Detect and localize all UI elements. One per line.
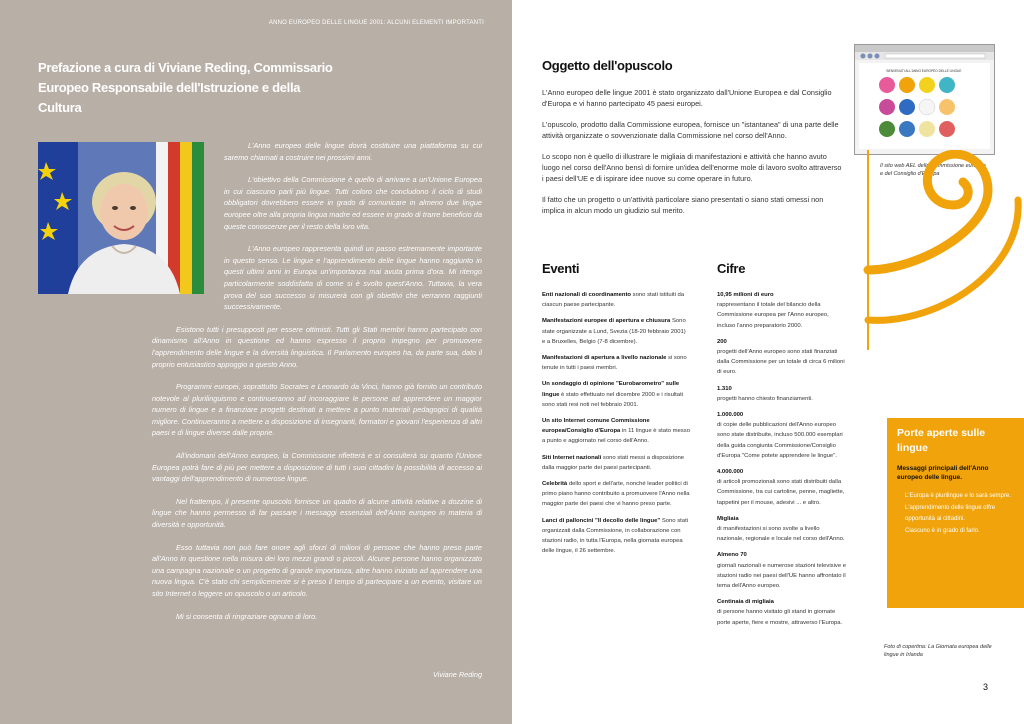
preface-paragraph: L'Anno europeo delle lingue dovrà costituire una piattaforma su cui saremo chiamati a costruire nei prossimi anni. (224, 141, 482, 162)
preface-paragraph: Nel frattempo, il presente opuscolo fornisce un quadro di alcune attività relative a dozzine di lingue che hanno permesso di far passare i messaggi essenziali dell'Anno europeo in materia di diversità e opportunità. (152, 496, 482, 530)
figures-list (717, 290, 847, 634)
key-message-item: L'apprendimento delle lingue offre opportunità ai cittadini. (905, 504, 996, 522)
preface-paragraph: Esso tuttavia non può fare onore agli sforzi di milioni di persone che hanno preso parte all'Anno in questione nella misura dei loro mezzi grandi o piccoli. Alcune persone hanno organizzato una campagna nazionale o un progetto di grande importanza, altre hanno iniziato ad apprendere una nuova lingua. C'è stato chi semplicemente si è preso il tempo di partecipare a un evento, visitare un sito Internet o leggere un opuscolo o un articolo. (152, 542, 482, 598)
page-number: 3 (982, 682, 988, 692)
figure-entry (717, 514, 847, 545)
key-message-item: Ciascuno è in grado di farlo. (905, 527, 980, 534)
event-head: Manifestazioni di apertura a livello nazionale (542, 355, 667, 362)
figure-text: progetti dell'Anno europeo sono stati finanziati dalla Commissione per un totale di circa 6 milioni di euro. (717, 349, 845, 376)
website-screenshot (854, 44, 995, 155)
signature: Viviane Reding (433, 670, 482, 679)
event-head: Manifestazioni europee di apertura e chiusura (542, 318, 671, 325)
preface-title: Prefazione a cura di Viviane Reding, Commissario Europeo Responsabile dell'Istruzione e della Cultura (38, 60, 333, 115)
event-text: si sono tenute in tutti i paesi membri. (542, 355, 687, 372)
figure-head: 10,95 milioni di euro (717, 292, 774, 298)
preface-paragraph: Programmi europei, soprattutto Socrates e Leonardo da Vinci, hanno già fornito un contributo notevole al plurilinguismo e continueranno ad incoraggiare le persone ad apprendere un maggior numero di lingue e a finanziare progetti destinati a mettere a punto materiali pedagogici di qualità migliore. Continueranno a mettere a disposizione di insegnanti, formatori e giovani l'esperienza di altri paesi e di lingue diverse dalle proprie. (152, 382, 482, 438)
figure-head: Almeno 70 (717, 552, 747, 559)
figure-entry (717, 410, 847, 461)
event-text: Sono stati organizzati dalla Commissione, in collaborazione con stazioni radio, in tutta l'Europa, nella giornata europea delle lingue, il 26 settembre. (542, 517, 689, 555)
cover-photo-caption: Foto di copertina: La Giornata europea delle lingue in Irlanda (884, 644, 992, 658)
spiral-decoration (838, 150, 1024, 350)
event-entry (542, 453, 690, 473)
object-title: Oggetto dell'opuscolo (542, 58, 673, 73)
event-entry (542, 516, 690, 557)
event-text: sono stati istituiti da ciascun paese partecipante. (542, 292, 685, 309)
event-head: Un sondaggio di opinione "Eurobarometro" sulle lingue (542, 381, 680, 398)
key-messages-box (887, 418, 1024, 608)
event-text: è stato effettuato nel dicembre 2000 e i risultati sono stati resi noti nel febbraio 2001. (542, 391, 684, 408)
event-entry (542, 353, 690, 373)
figure-head: Centinaia di migliaia (717, 599, 774, 606)
website-header-text: BENVENUTI ALL'ANNO EUROPEO DELLE LINGUE (886, 69, 962, 73)
event-head: Un sito Internet comune Commissione europea/Consiglio d'Europa (542, 418, 650, 435)
event-head: Enti nazionali di coordinamento (542, 292, 632, 298)
figures-title: Cifre (717, 261, 746, 276)
preface-paragraph: All'indomani dell'Anno europeo, la Commissione rifletterà e si consulterà su quanto l'Unione Europea potrà fare di più per mettere a disposizione di tutti i suoi cittadini la possibilità di accesso ai vantaggi dell'apprendimento di numerose lingue. (152, 451, 482, 484)
screenshot-caption: Il sito web AEL della Commissione europea e del Consiglio d'Europa (880, 163, 986, 177)
figure-head: Migliaia (717, 515, 739, 522)
event-head: Celebrità (542, 481, 568, 488)
figure-head: 1.310 (717, 385, 732, 392)
object-paragraph: L'Anno europeo delle lingue 2001 è stato organizzato dall'Unione Europea e dal Consiglio d'Europa e vi hanno partecipato 45 paesi europei. (542, 88, 832, 108)
event-text: in 11 lingue è stato messo a punto e aggiornato nel corso dell'Anno. (542, 428, 690, 445)
figure-entry (717, 550, 847, 591)
event-entry (542, 379, 690, 410)
figure-text: di persone hanno visitato gli stand in giornate porte aperte, fiere e mostre, attraverso l'Europa. (717, 609, 843, 626)
figure-text: giornali nazionali e numerose stazioni televisive e stazioni radio nei paesi dell'UE hanno affrontato il tema dell'Anno europeo. (717, 562, 847, 590)
key-messages-subtitle: Messaggi principali dell'Anno europeo delle lingue. (897, 465, 989, 481)
event-text: Sono state organizzate a Lund, Svezia (18-20 febbraio 2001) e a Bruxelles, Belgio (7-8 dicembre). (542, 318, 686, 345)
preface-paragraph: L'obiettivo della Commissione è quello di arrivare a un'Unione Europea in cui ciascuno parli più lingue. Tutti coloro che concludono il ciclo di studi obbligatori dovrebbero essere in grado di comunicare in almeno due lingue europee oltre alla propria lingua madre ed essere in grado di trarre beneficio da queste conoscenze per il resto della loro vita. (224, 175, 482, 231)
preface-body (152, 140, 482, 633)
key-messages-title: Porte aperte sulle lingue (897, 427, 986, 454)
event-head: Siti Internet nazionali (542, 454, 602, 461)
figure-text: di articoli promozionali sono stati distribuiti dalla Commissione, tra cui cartoline, penne, magliette, tappetini per il mouse, adesivi ... e altro. (717, 479, 845, 506)
right-page (512, 0, 1024, 724)
preface-paragraph: Mi si consenta di ringraziare ognuno di loro. (176, 611, 318, 621)
event-entry (542, 416, 690, 447)
event-entry (542, 290, 690, 310)
running-header: ANNO EUROPEO DELLE LINGUE 2001: ALCUNI ELEMENTI IMPORTANTI (268, 20, 484, 26)
figure-text: di manifestazioni si sono svolte a livello nazionale, regionale e locale nel corso dell'Anno. (717, 526, 845, 543)
object-paragraph: Lo scopo non è quello di illustrare le migliaia di manifestazioni e attività che hanno avuto luogo nel corso dell'Anno bensì di fornire un'idea dell'enorme mole di lavoro svolto attraverso i paesi dell'UE e di ispirare idee nuove su come operare in futuro. (542, 152, 842, 183)
figure-text: di copie delle pubblicazioni dell'Anno europeo sono state distribuite, incluso 500.000 esemplari della guida congiunta Commissione/Consiglio d'Europa "Come potete apprendere le lingue". (717, 422, 843, 459)
figure-entry (717, 290, 847, 331)
preface-paragraph: Esistono tutti i presupposti per essere ottimisti. Tutti gli Stati membri hanno partecipato con dinamismo all'Anno in questione ed hanno espresso il proprio impegno per promuovere l'apprendimento delle lingue e la diversità linguistica. Il Parlamento europeo ha, da parte sua, dato il proprio entusiastico appoggio a questo Anno. (152, 324, 482, 369)
object-paragraph: Il fatto che un progetto o un'attività particolare siano presentati o siano stati omessi non implica in alcun modo un giudizio sul merito. (542, 195, 824, 215)
object-body (542, 87, 842, 226)
figure-head: 200 (717, 338, 727, 345)
event-text: dello sport e dell'arte, nonché leader politici di primo piano hanno contribuito a promuovere l'Anno nella maggior parte dei paesi che vi hanno preso parte. (542, 481, 690, 508)
figure-entry (717, 467, 847, 508)
event-entry (542, 479, 690, 510)
figure-head: 1.000.000 (717, 412, 744, 419)
figure-entry (717, 384, 847, 404)
figure-entry (717, 597, 847, 628)
website-thumbnail (855, 45, 994, 154)
preface-paragraph: L'Anno europeo rappresenta quindi un passo estremamente importante in questo senso. Le lingue e l'apprendimento delle lingue hanno raggiunto in questi ultimi anni in Europa un'importanza mai avuta prima d'ora. Mi ritengo particolarmente soddisfatta di come si è svolto quest'Anno. Tuttavia, la vera prova del suo successo si misurerà con gli obiettivi che verranno raggiunti successivamente. (224, 244, 482, 312)
event-text: sono stati messi a disposizione dalla maggior parte dei paesi partecipanti. (542, 454, 685, 471)
events-list (542, 290, 690, 562)
object-paragraph: L'opuscolo, prodotto dalla Commissione europea, fornisce un "istantanea" di una parte delle attività organizzate o sovvenzionate dalla Commissione nel corso dell'Anno. (542, 120, 839, 140)
events-title: Eventi (542, 261, 580, 276)
key-message-item: L'Europa è plurilingue e lo sarà sempre. (905, 493, 1011, 499)
figure-entry (717, 337, 847, 378)
figure-text: progetti hanno chiesto finanziamenti. (717, 395, 813, 402)
figure-head: 4.000.000 (717, 469, 744, 476)
event-entry (542, 316, 690, 347)
event-head: Lanci di palloncini "Il decollo delle lingue" (542, 517, 661, 524)
figure-text: rappresentano il totale del bilancio della Commissione europea per l'Anno europeo, incluso l'anno preparatorio 2000. (717, 302, 829, 329)
